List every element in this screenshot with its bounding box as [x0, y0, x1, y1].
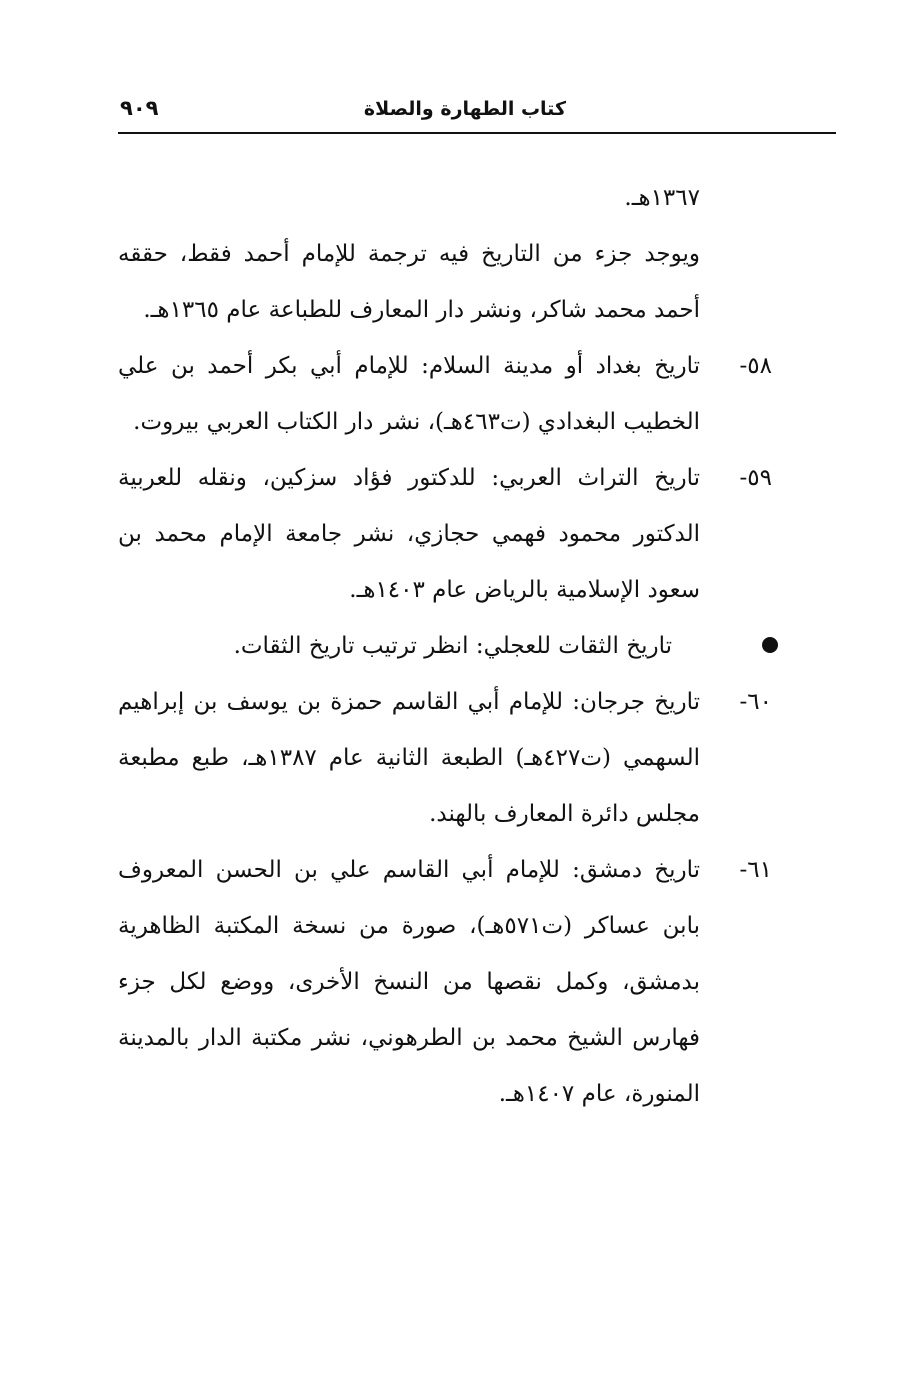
- entry-text: تاريخ دمشق: للإمام أبي القاسم علي بن الحسن المعروف بابن عساكر (ت٥٧١هـ)، صورة من نسخة المكتبة الظاهرية بدمشق، وكمل نقصها من النسخ الأخرى، ووضع لكل جزء فهارس الشيخ محمد بن الطرهوني، نشر مكتبة الدار بالمدينة المنورة، عام ١٤٠٧هـ.: [118, 857, 700, 1107]
- bibliography-entry-59: [118, 450, 772, 618]
- bibliography-entry-60: [118, 674, 772, 842]
- running-title: كتاب الطهارة والصلاة: [363, 98, 566, 120]
- cross-reference-item: [118, 618, 700, 674]
- page-header: [118, 92, 836, 132]
- intro-paragraph: ويوجد جزء من التاريخ فيه ترجمة للإمام أحمد فقط، حققه أحمد محمد شاكر، ونشر دار المعارف للطباعة عام ١٣٦٥هـ.: [118, 241, 700, 323]
- entry-number: ٦١-: [739, 857, 772, 883]
- page-number: ٩٠٩: [120, 96, 159, 120]
- entry-text: تاريخ بغداد أو مدينة السلام: للإمام أبي بكر أحمد بن علي الخطيب البغدادي (ت٤٦٣هـ)، نشر دار الكتاب العربي بيروت.: [118, 353, 700, 435]
- continuation-line: ١٣٦٧هـ.: [624, 185, 700, 211]
- bibliography-entry-58: [118, 338, 772, 450]
- bibliography-entry-61: [118, 842, 772, 1122]
- page-body: [118, 170, 772, 1122]
- entry-number: ٥٨-: [739, 353, 772, 379]
- header-rule: [118, 132, 836, 134]
- entry-text: تاريخ التراث العربي: للدكتور فؤاد سزكين، ونقله للعربية الدكتور محمود فهمي حجازي، نشر جامعة الإمام محمد بن سعود الإسلامية بالرياض عام ١٤٠٣هـ.: [118, 465, 700, 603]
- entry-number: ٦٠-: [739, 689, 772, 715]
- entry-number: ٥٩-: [739, 465, 772, 491]
- bullet-dot: [762, 637, 778, 653]
- cross-reference-text: تاريخ الثقات للعجلي: انظر ترتيب تاريخ الثقات.: [233, 633, 672, 659]
- entry-text: تاريخ جرجان: للإمام أبي القاسم حمزة بن يوسف بن إبراهيم السهمي (ت٤٢٧هـ) الطبعة الثانية عام ١٣٨٧هـ، طبع مطبعة مجلس دائرة المعارف بالهند.: [118, 689, 700, 827]
